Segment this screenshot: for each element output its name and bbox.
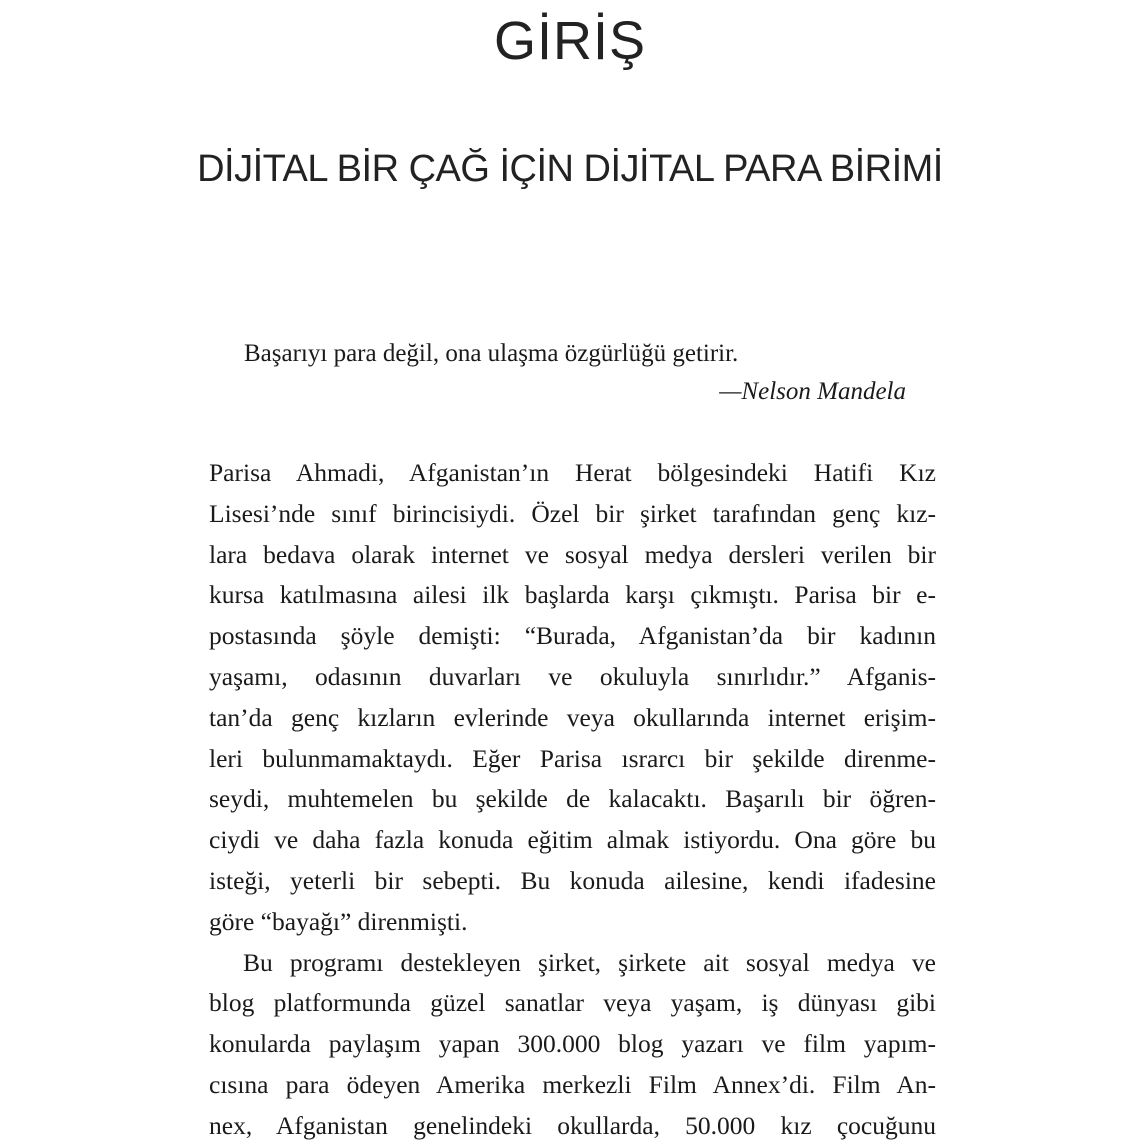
chapter-subtitle: DİJİTAL BİR ÇAĞ İÇİN DİJİTAL PARA BİRİMİ — [197, 148, 943, 190]
text-line: seydi, muhtemelen bu şekilde de kalacaktı. Başarılı bir öğren- — [209, 784, 936, 814]
text-line: göre “bayağı” direnmişti. — [209, 906, 468, 936]
text-line: lara bedava olarak internet ve sosyal medya dersleri verilen bir — [209, 539, 936, 569]
text-line: cısına para ödeyen Amerika merkezli Film Annex’di. Film An- — [209, 1069, 936, 1099]
text-line: ciydi ve daha fazla konuda eğitim almak istiyordu. Ona göre bu — [209, 825, 936, 855]
text-line: Bu programı destekleyen şirket, şirkete ait sosyal medya ve — [243, 947, 936, 977]
paragraph-1 — [209, 453, 936, 943]
text-line: yaşamı, odasının duvarları ve okuluyla sınırlıdır.” Afganis- — [209, 661, 936, 691]
text-line: nex, Afganistan genelindeki okullarda, 50.000 kız çocuğunu — [209, 1110, 936, 1140]
text-line: isteği, yeterli bir sebepti. Bu konuda ailesine, kendi ifadesine — [209, 865, 936, 895]
text-line: Lisesi’nde sınıf birincisiydi. Özel bir şirket tarafından genç kız- — [209, 498, 936, 528]
text-line: blog platformunda güzel sanatlar veya yaşam, iş dünyası gibi — [209, 988, 936, 1018]
paragraph-2 — [209, 943, 936, 1140]
epigraph — [244, 335, 906, 411]
text-line: konularda paylaşım yapan 300.000 blog yazarı ve film yapım- — [209, 1029, 936, 1059]
text-line: Parisa Ahmadi, Afganistan’ın Herat bölgesindeki Hatifi Kız — [209, 458, 936, 487]
text-line: leri bulunmamaktaydı. Eğer Parisa ısrarcı bir şekilde direnme- — [209, 743, 936, 773]
epigraph-quote: Başarıyı para değil, ona ulaşma özgürlüğü getirir. — [244, 340, 739, 367]
text-line: postasında şöyle demişti: “Burada, Afganistan’da bir kadının — [209, 621, 936, 651]
epigraph-author: —Nelson Mandela — [719, 378, 906, 405]
text-line: tan’da genç kızların evlerinde veya okullarında internet erişim- — [209, 702, 936, 732]
chapter-title: GİRİŞ — [493, 11, 647, 71]
body-text — [209, 453, 936, 1140]
text-line: kursa katılmasına ailesi ilk başlarda karşı çıkmıştı. Parisa bir e- — [209, 580, 936, 610]
